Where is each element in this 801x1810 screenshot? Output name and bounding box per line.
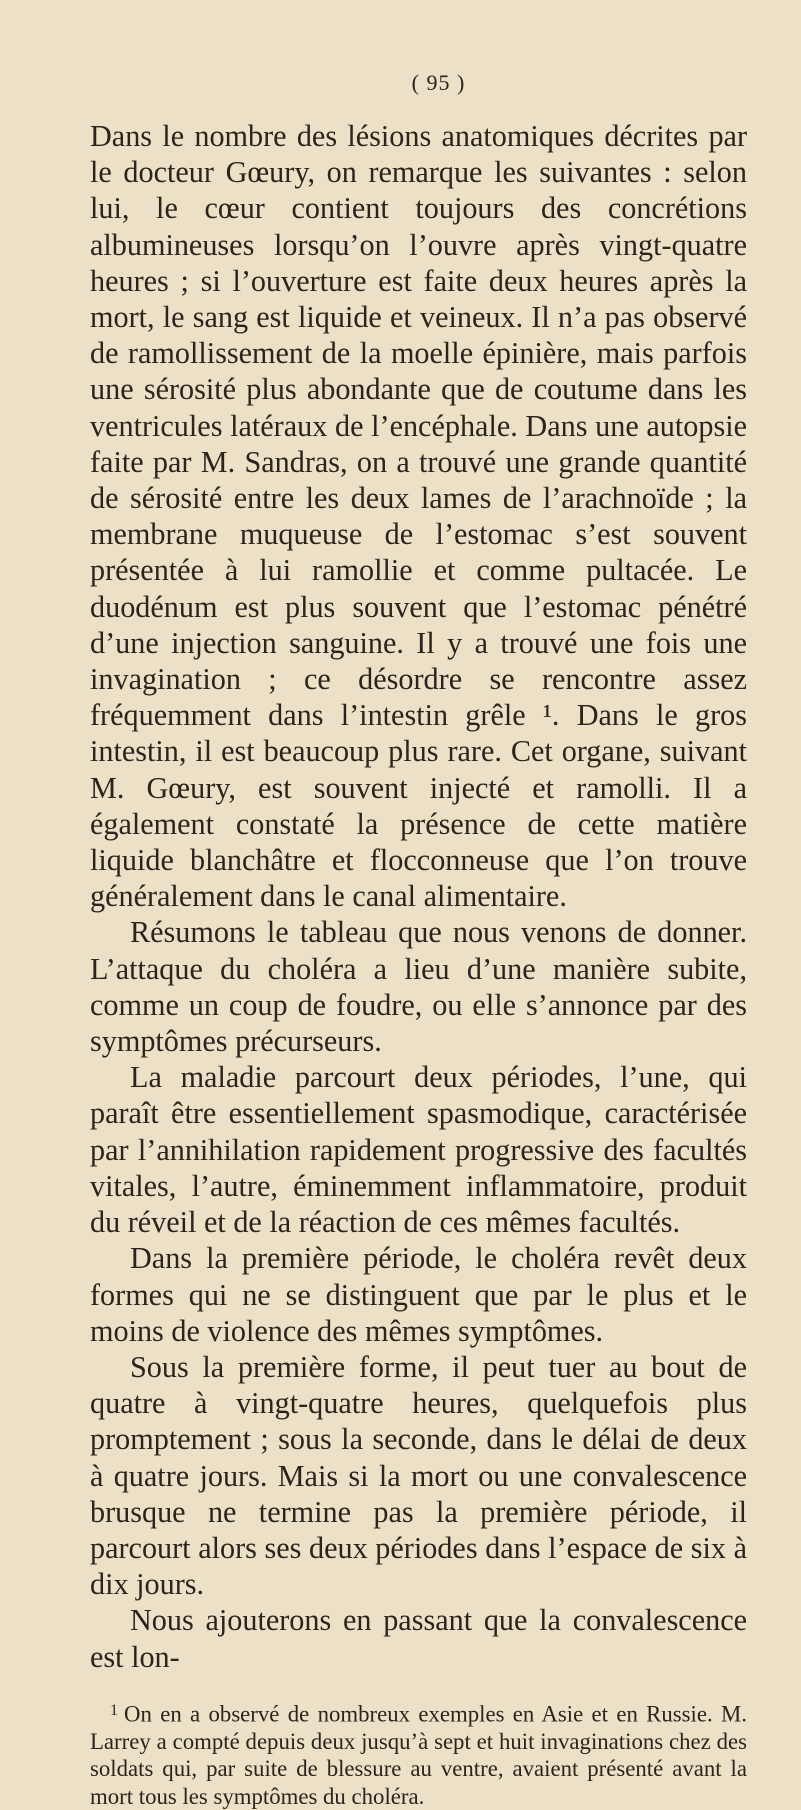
footnotes [90,1697,747,1810]
body-text [90,118,747,1675]
paragraph-periods: La maladie parcourt deux périodes, l’une, qui paraît être essentiellement spasmodique, caractérisée par l’annihilation rapidement progressive des facultés vitales, l’autre, éminemment inflammatoire, produit du réveil et de la réaction de ces mêmes facultés. [90,1060,747,1240]
paragraph-lesions: Dans le nombre des lésions anatomiques décrites par le docteur Gœury, on remarque les suivantes : selon lui, le cœur contient toujours des concrétions albumineuses lorsqu’on l’ouvre après vingt-quatre heures ; si l’ouverture est faite deux heures après la mort, le sang est liquide et veineux. Il n’a pas observé de ramollissement de la moelle épinière, mais parfois une sérosité plus abondante que de coutume dans les ventricules latéraux de l’encéphale. Dans une autopsie faite par M. Sandras, on a trouvé une grande quantité de sérosité entre les deux lames de l’arachnoïde ; la membrane muqueuse de l’estomac s’est souvent présentée à lui ramollie et comme pultacée. Le duodénum est plus souvent que l’estomac pénétré d’une injection sanguine. Il y a trouvé une fois une invagination ; ce désordre se rencontre assez fréquemment dans l’intestin grêle ¹. Dans le gros intestin, il est beaucoup plus rare. Cet organe, suivant M. Gœury, est souvent injecté et ramolli. Il a également constaté la présence de cette matière liquide blanchâtre et flocconneuse que l’on trouve généralement dans le canal alimentaire. [90,119,747,914]
page-number: ( 95 ) [411,70,466,95]
footnote-mark: 1 [110,1701,118,1719]
paragraph-duration: Sous la première forme, il peut tuer au bout de quatre à vingt-quatre heures, quelquefois plus promptement ; sous la seconde, dans le délai de deux à quatre jours. Mais si la mort ou une convalescence brusque ne termine pas la première période, il parcourt alors ses deux périodes dans l’espace de six à dix jours. [90,1349,747,1602]
paragraph-forms: Dans la première période, le choléra revêt deux formes qui ne se distinguent que par le plus et le moins de violence des mêmes symptômes. [90,1241,747,1348]
footnote [90,1697,747,1810]
paragraph-convalescence: Nous ajouterons en passant que la convalescence est lon- [90,1603,747,1674]
paragraph-summary: Résumons le tableau que nous venons de donner. L’attaque du choléra a lieu d’une manière subite, comme un coup de foudre, ou elle s’annonce par des symptômes précurseurs. [90,915,747,1059]
footnote-text: On en a observé de nombreux exemples en Asie et en Russie. M. Larrey a compté depuis deux jusqu’à sept et huit invaginations chez des soldats qui, par suite de blessure au ventre, avaient présenté avant la mort tous les symptômes du choléra. [90,1701,747,1809]
